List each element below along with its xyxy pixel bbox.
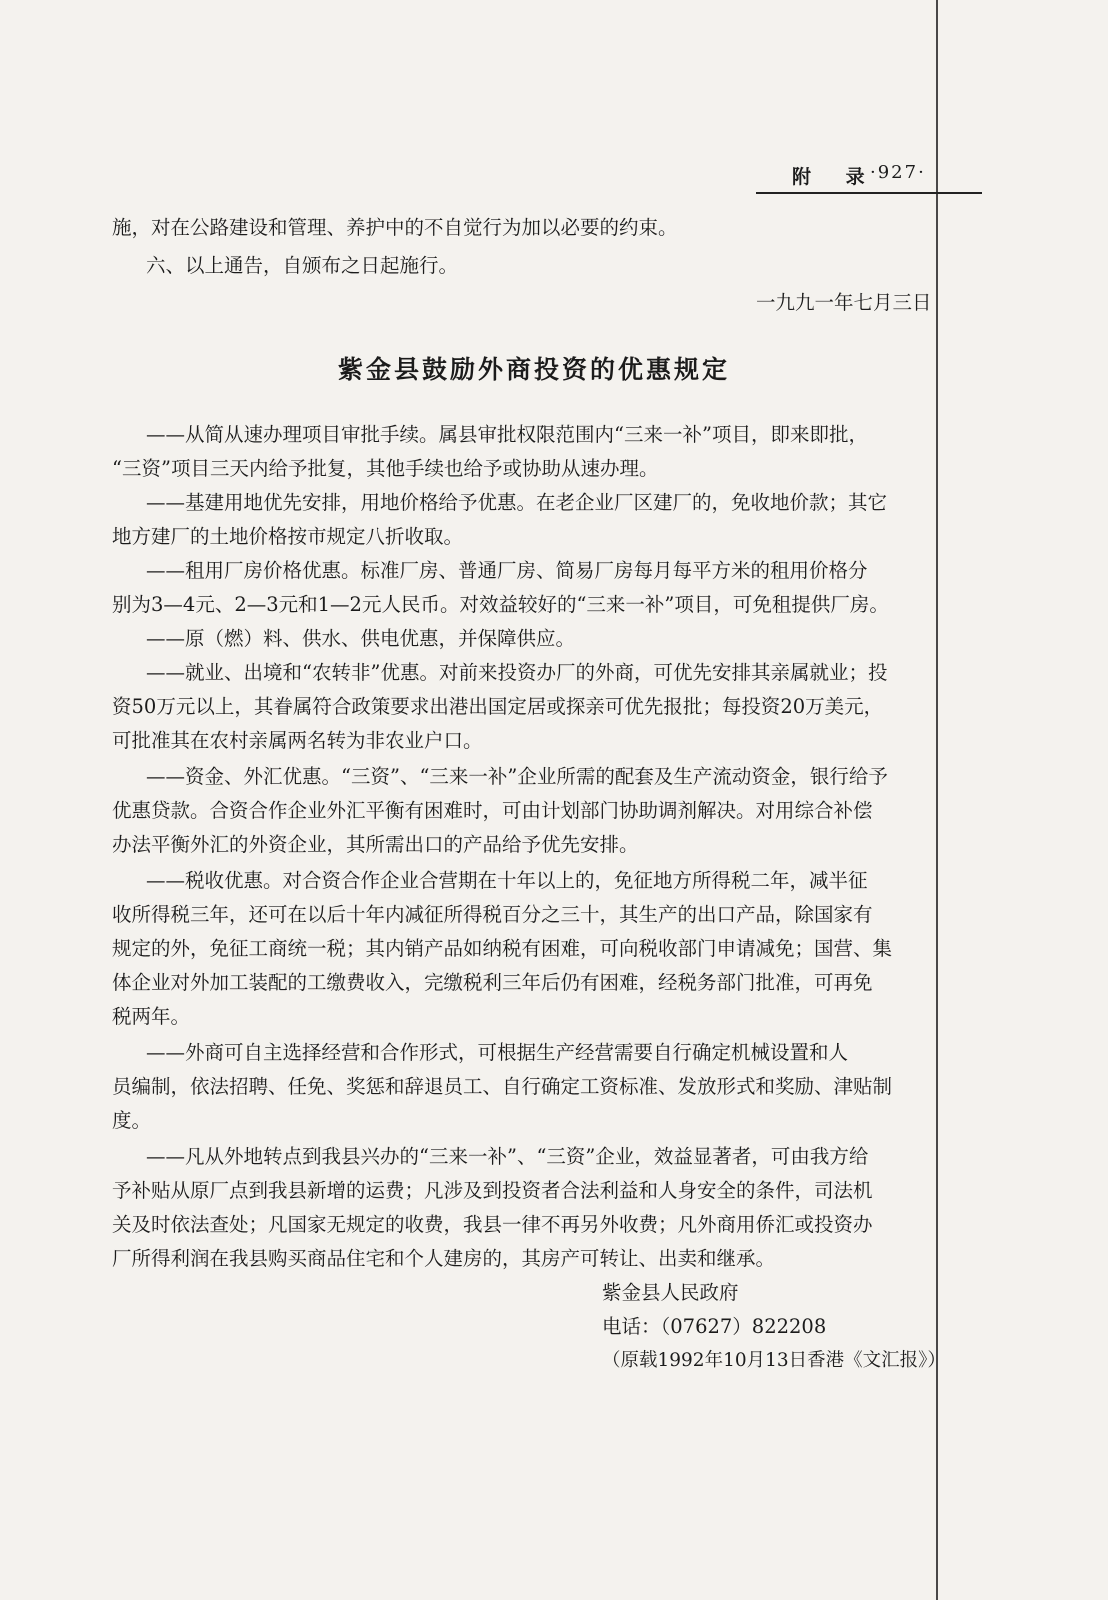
intro-line-1: 施，对在公路建设和管理、养护中的不自觉行为加以必要的约束。 <box>112 216 678 239</box>
body-line: ——基建用地优先安排，用地价格给予优惠。在老企业厂区建厂的，免收地价款；其它 <box>146 491 888 514</box>
body-line: 度。 <box>112 1109 152 1132</box>
body-line: 优惠贷款。合资合作企业外汇平衡有困难时，可由计划部门协助调剂解决。对用综合补偿 <box>112 799 873 822</box>
signature-phone: 电话：（07627）822208 <box>602 1315 827 1338</box>
body-line: ——税收优惠。对合资合作企业合营期在十年以上的，免征地方所得税二年，减半征 <box>146 869 868 892</box>
body-line: 收所得税三年，还可在以后十年内减征所得税百分之三十，其生产的出口产品，除国家有 <box>112 903 873 926</box>
body-line: 厂所得利润在我县购买商品住宅和个人建房的，其房产可转让、出卖和继承。 <box>112 1247 776 1270</box>
body-line: 办法平衡外汇的外资企业，其所需出口的产品给予优先安排。 <box>112 833 639 856</box>
signature-org: 紫金县人民政府 <box>602 1281 739 1304</box>
body-line: ——租用厂房价格优惠。标准厂房、普通厂房、简易厂房每月每平方米的租用价格分 <box>146 559 868 582</box>
body-line: ——原（燃）料、供水、供电优惠，并保障供应。 <box>146 627 576 650</box>
body-line: 税两年。 <box>112 1005 191 1028</box>
body-line: 规定的外，免征工商统一税；其内销产品如纳税有困难，可向税收部门申请减免；国营、集 <box>112 937 893 960</box>
source-note: （原载1992年10月13日香港《文汇报》） <box>602 1350 946 1371</box>
page-number: ·927· <box>870 162 926 183</box>
body-line: ——资金、外汇优惠。“三资”、“三来一补”企业所需的配套及生产流动资金，银行给予 <box>146 765 888 788</box>
running-header <box>760 156 982 192</box>
body-line: 资50万元以上，其眷属符合政策要求出港出国定居或探亲可优先报批；每投资20万美元， <box>112 695 884 718</box>
body-line: ——外商可自主选择经营和合作形式，可根据生产经营需要自行确定机械设置和人 <box>146 1041 849 1064</box>
header-rule <box>756 192 982 194</box>
body-line: 体企业对外加工装配的工缴费收入，完缴税利三年后仍有困难，经税务部门批准，可再免 <box>112 971 873 994</box>
body-line: 予补贴从原厂点到我县新增的运费；凡涉及到投资者合法利益和人身安全的条件，司法机 <box>112 1179 873 1202</box>
body-line: ——从简从速办理项目审批手续。属县审批权限范围内“三来一补”项目，即来即批， <box>146 423 868 446</box>
body-line: 关及时依法查处；凡国家无规定的收费，我县一律不再另外收费；凡外商用侨汇或投资办 <box>112 1213 873 1236</box>
body-line: ——就业、出境和“农转非”优惠。对前来投资办厂的外商，可优先安排其亲属就业；投 <box>146 661 888 684</box>
body-line: 别为3—4元、2—3元和1—2元人民币。对效益较好的“三来一补”项目，可免租提供厂房。 <box>112 593 889 616</box>
article-title: 紫金县鼓励外商投资的优惠规定 <box>338 355 731 384</box>
notice-date: 一九九一年七月三日 <box>756 291 932 314</box>
body-line: ——凡从外地转点到我县兴办的“三来一补”、“三资”企业，效益显著者，可由我方给 <box>146 1145 869 1168</box>
body-line: 地方建厂的土地价格按市规定八折收取。 <box>112 525 464 548</box>
body-line: “三资”项目三天内给予批复，其他手续也给予或协助从速办理。 <box>112 457 659 480</box>
section-label: 附 录 <box>792 166 879 188</box>
body-line: 可批准其在农村亲属两名转为非农业户口。 <box>112 729 483 752</box>
intro-line-2: 六、以上通告，自颁布之日起施行。 <box>146 254 459 277</box>
body-line: 员编制，依法招聘、任免、奖惩和辞退员工、自行确定工资标准、发放形式和奖励、津贴制 <box>112 1075 893 1098</box>
